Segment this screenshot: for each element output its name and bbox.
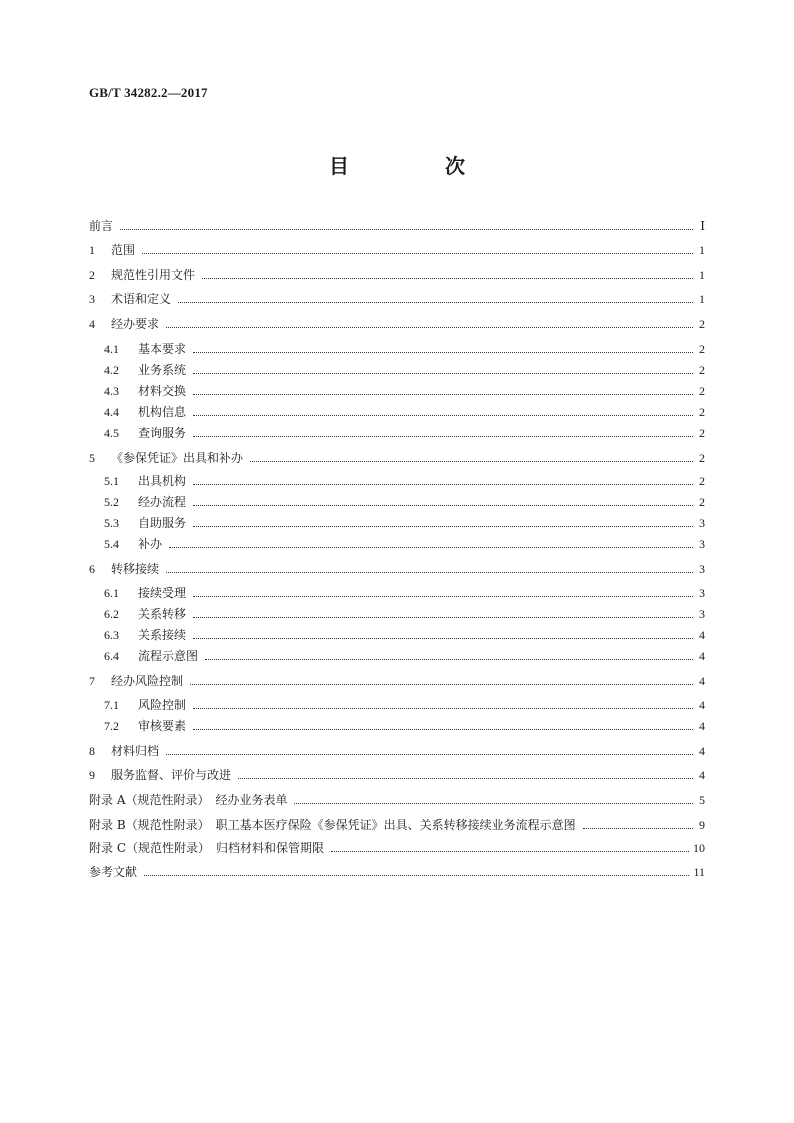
dot-leader — [166, 571, 693, 573]
toc-entry-label: 材料交换 — [138, 384, 187, 398]
toc-entry-label: 出具机构 — [138, 474, 187, 488]
toc-entry[interactable] — [89, 360, 705, 380]
toc-entry-label: 业务系统 — [138, 363, 187, 377]
toc-entry-label: 流程示意图 — [138, 649, 199, 663]
dot-leader — [120, 228, 693, 230]
dot-leader — [193, 414, 693, 416]
toc-entry-number: 4.3 — [104, 384, 119, 398]
toc-entry-label: 前言 — [89, 219, 114, 233]
toc-entry-number: 7 — [89, 674, 95, 688]
toc-entry-label: 基本要求 — [138, 342, 187, 356]
dot-leader — [193, 351, 693, 353]
toc-entry-label: 材料归档 — [111, 744, 160, 758]
toc-entry-page: 5 — [699, 793, 705, 807]
toc-entry-page: 2 — [699, 342, 705, 356]
dot-leader — [193, 372, 693, 374]
dot-leader — [238, 777, 693, 779]
toc-entry[interactable] — [89, 862, 705, 882]
toc-entry-page: 10 — [693, 841, 705, 855]
dot-leader — [193, 616, 693, 618]
toc-entry-page: 4 — [699, 649, 705, 663]
dot-leader — [193, 483, 693, 485]
toc-entry-number: 2 — [89, 268, 95, 282]
toc-entry-page: 1 — [699, 292, 705, 306]
toc-entry[interactable] — [89, 314, 705, 334]
dot-leader — [331, 850, 689, 852]
dot-leader — [193, 637, 693, 639]
toc-entry-page: 4 — [699, 674, 705, 688]
toc-entry-page: 2 — [699, 317, 705, 331]
toc-entry-label: 规范性引用文件 — [111, 268, 196, 282]
dot-leader — [294, 802, 693, 804]
toc-entry[interactable] — [89, 448, 705, 468]
toc-entry-number: 5.3 — [104, 516, 119, 530]
toc-entry-label: 经办风险控制 — [111, 674, 184, 688]
toc-entry-number: 9 — [89, 768, 95, 782]
toc-entry-page: 3 — [699, 607, 705, 621]
standard-code: GB/T 34282.2—2017 — [89, 85, 208, 100]
dot-leader — [193, 393, 693, 395]
toc-entry-number: 6 — [89, 562, 95, 576]
dot-leader — [193, 525, 693, 527]
dot-leader — [193, 504, 693, 506]
toc-entry-number: 7.1 — [104, 698, 119, 712]
toc-entry[interactable] — [89, 838, 705, 858]
toc-entry-number: 6.4 — [104, 649, 119, 663]
toc-entry-label: 查询服务 — [138, 426, 187, 440]
toc-entry-page: 3 — [699, 516, 705, 530]
toc-entry-page: 1 — [699, 243, 705, 257]
toc-entry-label: 《参保凭证》出具和补办 — [111, 451, 244, 465]
toc-entry[interactable] — [89, 559, 705, 579]
toc-entry-label: 转移接续 — [111, 562, 160, 576]
dot-leader — [193, 728, 693, 730]
toc-entry[interactable] — [89, 513, 705, 533]
toc-entry[interactable] — [89, 695, 705, 715]
toc-entry[interactable] — [89, 240, 705, 260]
toc-entry-number: 8 — [89, 744, 95, 758]
page-title: 目 次 — [329, 154, 503, 178]
toc-entry-label: 附录 C（规范性附录） 归档材料和保管期限 — [89, 841, 324, 855]
toc-entry-page: 4 — [699, 719, 705, 733]
toc-entry[interactable] — [89, 339, 705, 359]
toc-entry-page: 3 — [699, 537, 705, 551]
toc-entry-number: 5 — [89, 451, 95, 465]
toc-entry-number: 5.4 — [104, 537, 119, 551]
dot-leader — [205, 658, 693, 660]
toc-entry-page: Ⅰ — [700, 219, 705, 233]
toc-entry[interactable] — [89, 741, 705, 761]
toc-entry-number: 4.4 — [104, 405, 119, 419]
toc-entry-label: 补办 — [138, 537, 163, 551]
toc-entry-page: 2 — [699, 405, 705, 419]
toc-entry[interactable] — [89, 604, 705, 624]
toc-entry[interactable] — [89, 534, 705, 554]
toc-entry-number: 7.2 — [104, 719, 119, 733]
toc-entry-label: 参考文献 — [89, 865, 138, 879]
toc-entry-page: 4 — [699, 698, 705, 712]
dot-leader — [166, 326, 693, 328]
toc-entry-page: 2 — [699, 495, 705, 509]
dot-leader — [144, 874, 689, 876]
toc-entry-number: 6.2 — [104, 607, 119, 621]
toc-entry-number: 5.2 — [104, 495, 119, 509]
toc-entry[interactable] — [89, 671, 705, 691]
toc-entry-label: 附录 B（规范性附录） 职工基本医疗保险《参保凭证》出具、关系转移接续业务流程示意图 — [89, 818, 576, 832]
toc-entry-page: 2 — [699, 451, 705, 465]
toc-entry-label: 服务监督、评价与改进 — [111, 768, 232, 782]
toc-entry-number: 4.2 — [104, 363, 119, 377]
toc-entry-page: 2 — [699, 384, 705, 398]
toc-entry-number: 5.1 — [104, 474, 119, 488]
toc-entry[interactable] — [89, 765, 705, 785]
toc-entry-label: 术语和定义 — [111, 292, 172, 306]
toc-entry-label: 范围 — [111, 243, 136, 257]
toc-entry[interactable] — [89, 402, 705, 422]
dot-leader — [202, 277, 693, 279]
toc-entry-label: 机构信息 — [138, 405, 187, 419]
toc-entry-number: 1 — [89, 243, 95, 257]
toc-entry[interactable] — [89, 790, 705, 810]
toc-entry[interactable] — [89, 716, 705, 736]
dot-leader — [193, 707, 693, 709]
toc-entry-label: 经办要求 — [111, 317, 160, 331]
toc-entry[interactable] — [89, 583, 705, 603]
toc-entry[interactable] — [89, 381, 705, 401]
toc-entry-label: 附录 A（规范性附录） 经办业务表单 — [89, 793, 288, 807]
toc-entry[interactable] — [89, 289, 705, 309]
toc-entry[interactable] — [89, 471, 705, 491]
toc-entry-page: 1 — [699, 268, 705, 282]
toc-entry-label: 关系接续 — [138, 628, 187, 642]
dot-leader — [169, 546, 693, 548]
dot-leader — [193, 435, 693, 437]
toc-entry-label: 审核要素 — [138, 719, 187, 733]
toc-entry-label: 关系转移 — [138, 607, 187, 621]
toc-entry-number: 6.3 — [104, 628, 119, 642]
dot-leader — [142, 252, 693, 254]
dot-leader — [250, 460, 693, 462]
toc-entry[interactable] — [89, 646, 705, 666]
toc-entry[interactable] — [89, 265, 705, 285]
toc-entry-page: 4 — [699, 768, 705, 782]
toc-entry-page: 4 — [699, 744, 705, 758]
toc-entry-page: 3 — [699, 586, 705, 600]
toc-entry-number: 4.1 — [104, 342, 119, 356]
toc-entry[interactable] — [89, 216, 705, 236]
toc-entry-label: 经办流程 — [138, 495, 187, 509]
toc-entry-label: 风险控制 — [138, 698, 187, 712]
dot-leader — [193, 595, 693, 597]
toc-entry-label: 自助服务 — [138, 516, 187, 530]
toc-entry[interactable] — [89, 625, 705, 645]
toc-entry-page: 2 — [699, 363, 705, 377]
dot-leader — [166, 753, 693, 755]
toc-entry-number: 3 — [89, 292, 95, 306]
toc-entry-page: 9 — [699, 818, 705, 832]
toc-entry[interactable] — [89, 423, 705, 443]
toc-entry-number: 4.5 — [104, 426, 119, 440]
dot-leader — [178, 301, 693, 303]
toc-entry-page: 2 — [699, 474, 705, 488]
dot-leader — [190, 683, 693, 685]
toc-entry-page: 4 — [699, 628, 705, 642]
toc-entry-page: 11 — [693, 865, 705, 879]
toc-entry-page: 3 — [699, 562, 705, 576]
dot-leader — [583, 827, 693, 829]
toc-entry-number: 6.1 — [104, 586, 119, 600]
toc-entry-page: 2 — [699, 426, 705, 440]
toc-entry[interactable] — [89, 815, 705, 835]
toc-entry-label: 接续受理 — [138, 586, 187, 600]
toc-entry-number: 4 — [89, 317, 95, 331]
toc-entry[interactable] — [89, 492, 705, 512]
